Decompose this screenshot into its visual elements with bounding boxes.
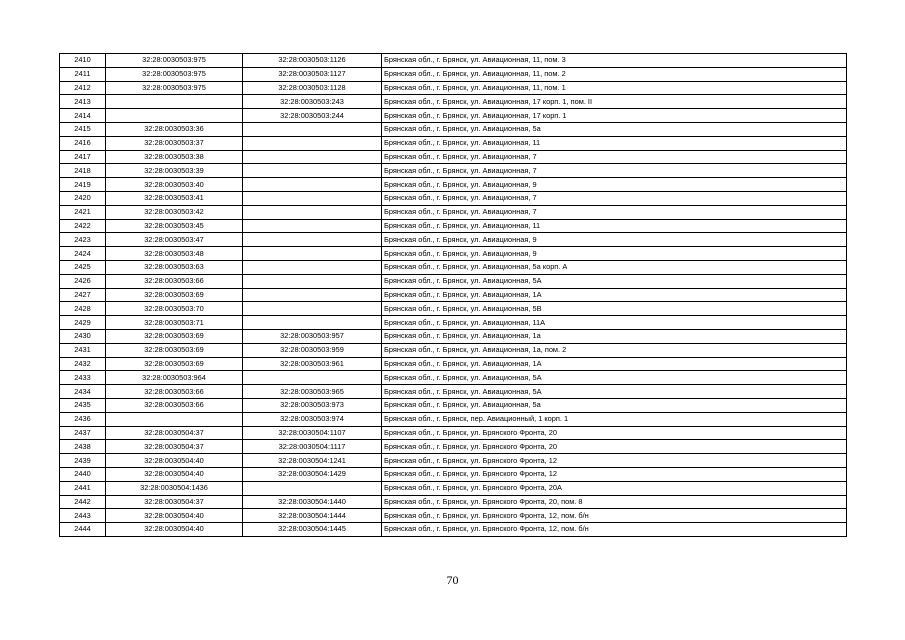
object-number-cell: 32:28:0030503:961 xyxy=(243,357,382,371)
object-number-cell xyxy=(243,164,382,178)
table-row xyxy=(60,205,847,219)
table-row xyxy=(60,233,847,247)
table-row xyxy=(60,288,847,302)
object-number-cell: 32:28:0030503:243 xyxy=(243,95,382,109)
row-number-cell: 2413 xyxy=(60,95,106,109)
row-number-cell: 2415 xyxy=(60,122,106,136)
object-number-cell: 32:28:0030503:244 xyxy=(243,109,382,123)
parcel-number-cell: 32:28:0030503:41 xyxy=(106,191,243,205)
address-cell: Брянская обл., г. Брянск, ул. Авиационная, 7 xyxy=(382,150,847,164)
parcel-number-cell: 32:28:0030503:66 xyxy=(106,274,243,288)
row-number-cell: 2429 xyxy=(60,316,106,330)
row-number-cell: 2437 xyxy=(60,426,106,440)
object-number-cell xyxy=(243,260,382,274)
object-number-cell xyxy=(243,136,382,150)
table-row xyxy=(60,329,847,343)
table-row xyxy=(60,509,847,523)
parcel-number-cell: 32:28:0030503:71 xyxy=(106,316,243,330)
object-number-cell: 32:28:0030503:973 xyxy=(243,398,382,412)
row-number-cell: 2426 xyxy=(60,274,106,288)
parcel-number-cell: 32:28:0030503:975 xyxy=(106,67,243,81)
table-row xyxy=(60,150,847,164)
table-row xyxy=(60,481,847,495)
parcel-number-cell: 32:28:0030504:1436 xyxy=(106,481,243,495)
object-number-cell: 32:28:0030504:1117 xyxy=(243,440,382,454)
parcel-number-cell: 32:28:0030503:66 xyxy=(106,398,243,412)
address-cell: Брянская обл., г. Брянск, ул. Авиационная, 9 xyxy=(382,233,847,247)
address-cell: Брянская обл., г. Брянск, ул. Брянского Фронта, 20 xyxy=(382,426,847,440)
row-number-cell: 2444 xyxy=(60,523,106,537)
parcel-number-cell: 32:28:0030503:69 xyxy=(106,343,243,357)
row-number-cell: 2423 xyxy=(60,233,106,247)
row-number-cell: 2438 xyxy=(60,440,106,454)
object-number-cell: 32:28:0030503:1127 xyxy=(243,67,382,81)
address-cell: Брянская обл., г. Брянск, ул. Брянского Фронта, 12 xyxy=(382,454,847,468)
parcel-number-cell: 32:28:0030503:39 xyxy=(106,164,243,178)
object-number-cell: 32:28:0030503:957 xyxy=(243,329,382,343)
row-number-cell: 2434 xyxy=(60,385,106,399)
object-number-cell: 32:28:0030504:1445 xyxy=(243,523,382,537)
object-number-cell: 32:28:0030504:1444 xyxy=(243,509,382,523)
address-cell: Брянская обл., г. Брянск, ул. Авиационная, 5В xyxy=(382,302,847,316)
row-number-cell: 2440 xyxy=(60,467,106,481)
row-number-cell: 2418 xyxy=(60,164,106,178)
address-cell: Брянская обл., г. Брянск, ул. Брянского Фронта, 12, пом. б/н xyxy=(382,523,847,537)
address-cell: Брянская обл., г. Брянск, ул. Авиационная, 11, пом. 3 xyxy=(382,54,847,68)
table-row xyxy=(60,467,847,481)
row-number-cell: 2414 xyxy=(60,109,106,123)
address-cell: Брянская обл., г. Брянск, ул. Авиационная, 1А xyxy=(382,288,847,302)
table-row xyxy=(60,495,847,509)
parcel-number-cell: 32:28:0030503:69 xyxy=(106,329,243,343)
address-cell: Брянская обл., г. Брянск, ул. Авиационная, 11 xyxy=(382,136,847,150)
address-cell: Брянская обл., г. Брянск, ул. Авиационная, 11 xyxy=(382,219,847,233)
object-number-cell xyxy=(243,481,382,495)
row-number-cell: 2410 xyxy=(60,54,106,68)
table-row xyxy=(60,54,847,68)
object-number-cell: 32:28:0030504:1440 xyxy=(243,495,382,509)
parcel-number-cell: 32:28:0030504:37 xyxy=(106,495,243,509)
table-row xyxy=(60,523,847,537)
address-cell: Брянская обл., г. Брянск, ул. Авиационная, 5А xyxy=(382,274,847,288)
parcel-number-cell: 32:28:0030503:48 xyxy=(106,247,243,261)
row-number-cell: 2420 xyxy=(60,191,106,205)
address-cell: Брянская обл., г. Брянск, ул. Брянского Фронта, 12, пом. б/н xyxy=(382,509,847,523)
object-number-cell xyxy=(243,122,382,136)
object-number-cell: 32:28:0030504:1429 xyxy=(243,467,382,481)
row-number-cell: 2422 xyxy=(60,219,106,233)
parcel-number-cell: 32:28:0030503:69 xyxy=(106,288,243,302)
parcel-number-cell xyxy=(106,412,243,426)
table-row xyxy=(60,426,847,440)
table-row xyxy=(60,274,847,288)
parcel-number-cell: 32:28:0030503:975 xyxy=(106,54,243,68)
parcel-number-cell: 32:28:0030503:964 xyxy=(106,371,243,385)
row-number-cell: 2442 xyxy=(60,495,106,509)
object-number-cell xyxy=(243,219,382,233)
table-row xyxy=(60,191,847,205)
object-number-cell: 32:28:0030504:1241 xyxy=(243,454,382,468)
parcel-number-cell: 32:28:0030503:36 xyxy=(106,122,243,136)
row-number-cell: 2441 xyxy=(60,481,106,495)
object-number-cell xyxy=(243,274,382,288)
row-number-cell: 2435 xyxy=(60,398,106,412)
cadastral-table xyxy=(59,53,847,537)
parcel-number-cell: 32:28:0030503:70 xyxy=(106,302,243,316)
table-row xyxy=(60,136,847,150)
parcel-number-cell: 32:28:0030503:47 xyxy=(106,233,243,247)
table-row xyxy=(60,260,847,274)
row-number-cell: 2416 xyxy=(60,136,106,150)
parcel-number-cell: 32:28:0030504:40 xyxy=(106,509,243,523)
object-number-cell xyxy=(243,191,382,205)
address-cell: Брянская обл., г. Брянск, ул. Авиационная, 11А xyxy=(382,316,847,330)
object-number-cell: 32:28:0030504:1107 xyxy=(243,426,382,440)
address-cell: Брянская обл., г. Брянск, ул. Авиационная, 5а корп. А xyxy=(382,260,847,274)
table-row xyxy=(60,398,847,412)
object-number-cell xyxy=(243,178,382,192)
parcel-number-cell: 32:28:0030504:37 xyxy=(106,440,243,454)
address-cell: Брянская обл., г. Брянск, ул. Авиационная, 9 xyxy=(382,247,847,261)
parcel-number-cell: 32:28:0030503:63 xyxy=(106,260,243,274)
object-number-cell xyxy=(243,233,382,247)
table-row xyxy=(60,343,847,357)
table-row xyxy=(60,412,847,426)
address-cell: Брянская обл., г. Брянск, ул. Брянского Фронта, 20А xyxy=(382,481,847,495)
address-cell: Брянская обл., г. Брянск, ул. Авиационная, 1а xyxy=(382,329,847,343)
object-number-cell: 32:28:0030503:974 xyxy=(243,412,382,426)
row-number-cell: 2428 xyxy=(60,302,106,316)
parcel-number-cell: 32:28:0030503:66 xyxy=(106,385,243,399)
row-number-cell: 2424 xyxy=(60,247,106,261)
object-number-cell xyxy=(243,288,382,302)
row-number-cell: 2436 xyxy=(60,412,106,426)
parcel-number-cell: 32:28:0030504:37 xyxy=(106,426,243,440)
address-cell: Брянская обл., г. Брянск, ул. Авиационная, 5А xyxy=(382,385,847,399)
object-number-cell xyxy=(243,316,382,330)
table-row xyxy=(60,122,847,136)
parcel-number-cell: 32:28:0030504:40 xyxy=(106,523,243,537)
address-cell: Брянская обл., г. Брянск, ул. Брянского Фронта, 12 xyxy=(382,467,847,481)
object-number-cell xyxy=(243,247,382,261)
cadastral-table-body xyxy=(60,54,847,537)
object-number-cell xyxy=(243,371,382,385)
row-number-cell: 2425 xyxy=(60,260,106,274)
row-number-cell: 2432 xyxy=(60,357,106,371)
parcel-number-cell: 32:28:0030503:975 xyxy=(106,81,243,95)
row-number-cell: 2419 xyxy=(60,178,106,192)
table-row xyxy=(60,219,847,233)
table-row xyxy=(60,81,847,95)
object-number-cell xyxy=(243,150,382,164)
object-number-cell: 32:28:0030503:959 xyxy=(243,343,382,357)
row-number-cell: 2427 xyxy=(60,288,106,302)
parcel-number-cell: 32:28:0030503:42 xyxy=(106,205,243,219)
table-row xyxy=(60,385,847,399)
address-cell: Брянская обл., г. Брянск, ул. Авиационная, 7 xyxy=(382,191,847,205)
address-cell: Брянская обл., г. Брянск, ул. Авиационная, 11, пом. 1 xyxy=(382,81,847,95)
table-row xyxy=(60,454,847,468)
address-cell: Брянская обл., г. Брянск, ул. Авиационная, 5А xyxy=(382,371,847,385)
row-number-cell: 2439 xyxy=(60,454,106,468)
object-number-cell: 32:28:0030503:1126 xyxy=(243,54,382,68)
parcel-number-cell xyxy=(106,109,243,123)
address-cell: Брянская обл., г. Брянск, ул. Авиационная, 5а xyxy=(382,122,847,136)
row-number-cell: 2431 xyxy=(60,343,106,357)
parcel-number-cell: 32:28:0030503:40 xyxy=(106,178,243,192)
address-cell: Брянская обл., г. Брянск, ул. Авиационная, 5а xyxy=(382,398,847,412)
page-number: 70 xyxy=(446,573,459,587)
address-cell: Брянская обл., г. Брянск, ул. Авиационная, 1А xyxy=(382,357,847,371)
address-cell: Брянская обл., г. Брянск, ул. Авиационная, 7 xyxy=(382,164,847,178)
row-number-cell: 2433 xyxy=(60,371,106,385)
parcel-number-cell xyxy=(106,95,243,109)
table-row xyxy=(60,109,847,123)
parcel-number-cell: 32:28:0030504:40 xyxy=(106,454,243,468)
address-cell: Брянская обл., г. Брянск, ул. Авиационная, 1а, пом. 2 xyxy=(382,343,847,357)
table-row xyxy=(60,67,847,81)
address-cell: Брянская обл., г. Брянск, пер. Авиационный, 1 корп. 1 xyxy=(382,412,847,426)
table-row xyxy=(60,371,847,385)
address-cell: Брянская обл., г. Брянск, ул. Брянского Фронта, 20, пом. 8 xyxy=(382,495,847,509)
address-cell: Брянская обл., г. Брянск, ул. Брянского Фронта, 20 xyxy=(382,440,847,454)
table-row xyxy=(60,247,847,261)
table-row xyxy=(60,95,847,109)
table-row xyxy=(60,440,847,454)
table-row xyxy=(60,316,847,330)
parcel-number-cell: 32:28:0030503:37 xyxy=(106,136,243,150)
row-number-cell: 2411 xyxy=(60,67,106,81)
row-number-cell: 2430 xyxy=(60,329,106,343)
row-number-cell: 2443 xyxy=(60,509,106,523)
object-number-cell xyxy=(243,302,382,316)
table-row xyxy=(60,302,847,316)
object-number-cell: 32:28:0030503:1128 xyxy=(243,81,382,95)
table-row xyxy=(60,164,847,178)
row-number-cell: 2412 xyxy=(60,81,106,95)
row-number-cell: 2421 xyxy=(60,205,106,219)
parcel-number-cell: 32:28:0030503:45 xyxy=(106,219,243,233)
parcel-number-cell: 32:28:0030503:38 xyxy=(106,150,243,164)
parcel-number-cell: 32:28:0030503:69 xyxy=(106,357,243,371)
object-number-cell xyxy=(243,205,382,219)
address-cell: Брянская обл., г. Брянск, ул. Авиационная, 17 корп. 1, пом. II xyxy=(382,95,847,109)
address-cell: Брянская обл., г. Брянск, ул. Авиационная, 11, пом. 2 xyxy=(382,67,847,81)
address-cell: Брянская обл., г. Брянск, ул. Авиационная, 7 xyxy=(382,205,847,219)
row-number-cell: 2417 xyxy=(60,150,106,164)
address-cell: Брянская обл., г. Брянск, ул. Авиационная, 17 корп. 1 xyxy=(382,109,847,123)
table-row xyxy=(60,357,847,371)
table-row xyxy=(60,178,847,192)
object-number-cell: 32:28:0030503:965 xyxy=(243,385,382,399)
parcel-number-cell: 32:28:0030504:40 xyxy=(106,467,243,481)
address-cell: Брянская обл., г. Брянск, ул. Авиационная, 9 xyxy=(382,178,847,192)
